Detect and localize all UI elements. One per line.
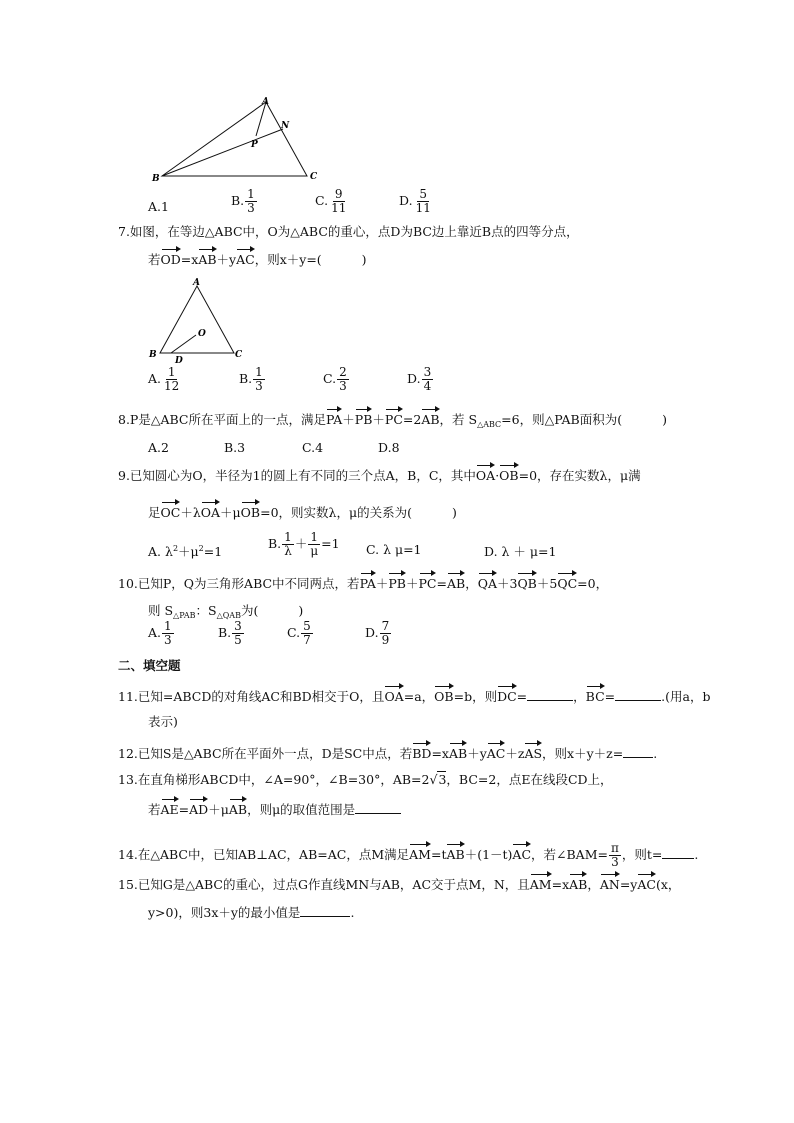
q13-stem-line2: 若AE=AD＋μAB，则μ的取值范围是 [148,801,401,818]
q7-option-b: B. $\frac{1}{3}$ [239,365,263,393]
q13-blank[interactable] [355,801,401,814]
q10-option-d: D. $\frac{7}{9}$ [365,619,390,647]
q8-option-a: A.2 [148,440,169,455]
q6-option-c: C. $\frac{9}{11}$ [315,187,347,215]
q6-label-P: P [251,140,258,150]
q7-label-O: O [198,329,206,339]
q8-option-c: C.4 [302,440,324,455]
q10-option-c: C. $\frac{5}{7}$ [287,619,311,647]
q8-option-b: B.3 [224,440,246,455]
q14-blank[interactable] [662,846,694,859]
q9-stem-line1: 9.已知圆心为O，半径为1的圆上有不同的三个点A，B，C，其中OA·OB=0，存在实数λ，μ满 [118,468,641,483]
q7-label-D: D [175,356,183,366]
q9-option-a: A. $\lambda^2+\mu^2=1$ [148,544,223,559]
q9-option-b: B. $\frac{1}{\lambda}$ ＋ $\frac{1}{\mu}$ =1 [268,530,340,558]
q6-label-A: A [262,97,269,107]
q7-equilateral-triangle-figure [146,275,256,367]
q11-stem-line1: 11.已知=ABCD的对角线AC和BD相交于O，且OA=a，OB=b，则DC= ，BC= .(用a，b [118,689,711,704]
q7-option-c: C. $\frac{2}{3}$ [323,365,347,393]
q8-option-d: D.8 [378,440,400,455]
q13-stem-line1: 13.在直角梯形ABCD中，∠A=90°，∠B=30°，AB=2√3，BC=2，点E在线段CD上， [118,772,613,787]
q15-stem-line1: 15.已知G是△ABC的重心，过点G作直线MN与AB，AC交于点M，N，且AM=xAB，AN=yAC(x， [118,877,681,892]
q9-option-d: D. λ ＋ μ=1 [484,544,557,559]
q6-triangle-figure [150,95,320,185]
q9-option-c: C. λ μ=1 [366,542,422,557]
q7-stem-line1: 7.如图，在等边△ABC中，O为△ABC的重心，点D为BC边上靠近B点的四等分点， [118,224,579,239]
q6-option-a: A.1 [148,199,169,214]
q11-stem-line2: 表示) [148,714,178,729]
q11-blank-dc[interactable] [527,688,573,701]
q10-stem-line2: 则 $S_{\triangle PAB}$：$S_{\triangle QAB}$为( ) [148,603,304,620]
q11-blank-bc[interactable] [615,688,661,701]
section-fill-in-heading: 二、填空题 [118,658,181,673]
q6-option-b: B. $\frac{1}{3}$ [231,187,255,215]
q7-label-A: A [193,278,200,288]
q7-label-C: C [235,350,243,360]
q12-blank[interactable] [623,745,653,758]
q10-stem-line1: 10.已知P，Q为三角形ABC中不同两点，若PA＋PB＋PC=AB，QA＋3QB＋5QC=0， [118,576,609,591]
q7-stem-line2: 若OD=xAB＋yAC，则x＋y=( ) [148,252,367,267]
q7-option-a: A. $\frac{1}{12}$ [148,365,180,393]
q10-option-b: B. $\frac{3}{5}$ [218,619,242,647]
q6-label-C: C [310,172,318,182]
q15-stem-line2: y>0)，则3x＋y的最小值是 . [148,905,355,920]
q6-label-N: N [281,121,290,131]
q15-blank[interactable] [300,904,350,917]
q9-stem-line2: 足OC＋λOA＋μOB=0，则实数λ，μ的关系为( ) [148,505,457,520]
q10-option-a: A. $\frac{1}{3}$ [148,619,172,647]
q12-stem: 12.已知S是△ABC所在平面外一点，D是SC中点，若BD=xAB＋yAC＋zAS，则x＋y＋z= . [118,746,658,761]
q14-stem: 14.在△ABC中，已知AB⊥AC，AB=AC，点M满足AM=tAB＋(1－t)AC，若∠BAM= $\frac{\pi}{3}$ ，则t= . [118,841,699,869]
q7-option-d: D. $\frac{3}{4}$ [407,365,432,393]
q8-stem: 8.P是△ABC所在平面上的一点，满足PA＋PB＋PC=2AB，若 $S_{\triangle ABC}=6$，则△PAB面积为( ) [118,412,667,429]
q6-option-d: D. $\frac{5}{11}$ [399,187,431,215]
q7-label-B: B [149,350,157,360]
q6-label-B: B [152,174,160,184]
